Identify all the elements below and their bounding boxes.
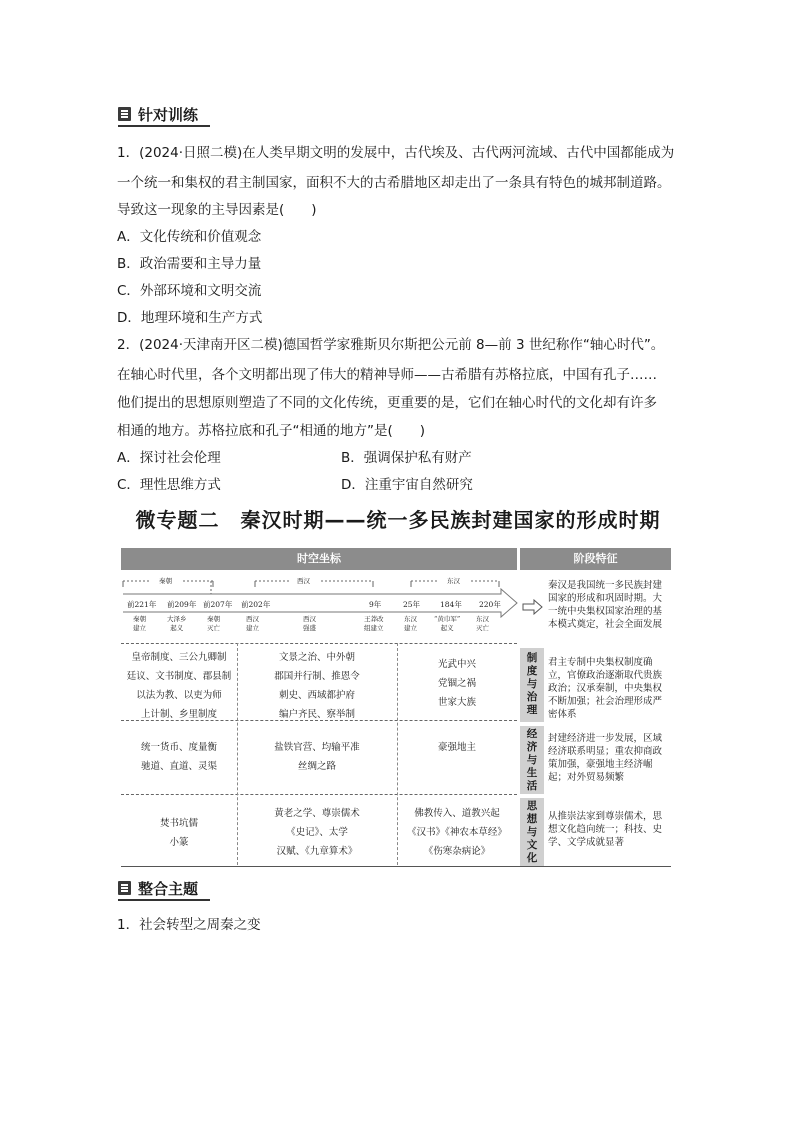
topic-title: 微专题二 秦汉时期——统一多民族封建国家的形成时期 <box>135 508 661 532</box>
section-title: 整合主题 <box>138 880 199 898</box>
timeline-event: 秦朝 建立 <box>133 615 146 632</box>
timeline-event: 大泽乡 起义 <box>167 615 187 632</box>
q1-option-c: C．外部环境和文明交流 <box>117 283 262 299</box>
timeline-event: “黄巾军” 起义 <box>434 615 461 632</box>
cell-xihan-culture: 黄老之学、尊崇儒术 《史记》、太学 汉赋、《九章算术》 <box>274 808 360 857</box>
q2-option-c: C．理性思维方式 <box>117 477 221 493</box>
tick-label: 前202年 <box>241 600 271 609</box>
q1-line2: 一个统一和集权的君主制国家，面积不大的古希腊地区却走出了一条具有特色的城邦制道路。 <box>117 175 671 191</box>
q2-line2: 在轴心时代里，各个文明都出现了伟大的精神导师——古希腊有苏格拉底，中国有孔子…… <box>117 367 657 383</box>
cell-qin-institutions: 皇帝制度、三公九卿制 廷议、文书制度、郡县制 以法为教、以吏为师 上计制、乡里制度 <box>126 652 232 720</box>
cell-xihan-economy: 盐铁官营、均输平准 丝绸之路 <box>274 742 360 772</box>
cell-donghan-economy: 豪强地主 <box>437 742 476 753</box>
q1-line1: 1．(2024·日照二模)在人类早期文明的发展中，古代埃及、古代两河流域、古代中国都能成为 <box>117 145 675 161</box>
cell-donghan-institutions: 光武中兴 党锢之祸 世家大族 <box>437 659 476 708</box>
category-institutions: 制度与治理 <box>520 648 544 722</box>
tick-label: 184年 <box>440 600 462 609</box>
q2-line1: 2．(2024·天津南开区二模)德国哲学家雅斯贝尔斯把公元前 8—前 3 世纪称作“轴心时代”。 <box>117 337 665 353</box>
timeline-event: 西汉 强盛 <box>303 615 316 632</box>
category-economy: 经济与生活 <box>520 726 544 794</box>
cell-donghan-culture: 佛教传入、道教兴起 《汉书》《神农本草经》 《伤寒杂病论》 <box>407 808 507 857</box>
dynasty-label-donghan: 东汉 <box>447 577 460 585</box>
cell-qin-culture: 焚书坑儒 小篆 <box>159 818 198 848</box>
summary-table <box>121 548 671 867</box>
tick-label: 前207年 <box>203 600 233 609</box>
q2-line4: 相通的地方。苏格拉底和孔子“相通的地方”是( ) <box>117 423 426 439</box>
q2-line3: 他们提出的思想原则塑造了不同的文化传统，更重要的是，它们在轴心时代的文化却有许多 <box>117 395 657 411</box>
feature-overview: 秦汉是我国统一多民族封建国家的形成和巩固时期。大一统中央集权国家治理的基本模式奠定，社会全面发展 <box>548 580 663 630</box>
book-icon <box>118 881 131 895</box>
feature-institutions: 君主专制中央集权制度确立，官僚政治逐渐取代贵族政治；汉承秦制，中央集权不断加强；社会治理形成严密体系 <box>548 657 663 720</box>
feature-economy: 封建经济进一步发展，区域经济联系明显；重农抑商政策加强，豪强地主经济崛起；对外贸易频繁 <box>548 733 663 783</box>
tick-label: 220年 <box>479 600 501 609</box>
tick-label: 前209年 <box>167 600 197 609</box>
q2-option-d: D．注重宇宙自然研究 <box>341 477 473 493</box>
feature-culture: 从推崇法家到尊崇儒术，思想文化趋向统一；科技、史学、文学成就显著 <box>548 811 663 848</box>
timeline-event: 东汉 灭亡 <box>476 615 489 632</box>
q1-line3: 导致这一现象的主导因素是( ) <box>117 202 317 218</box>
dynasty-label-qin: 秦朝 <box>159 577 172 585</box>
table-bottom-rule <box>121 866 671 867</box>
row-divider <box>121 643 517 644</box>
right-arrow-icon <box>522 599 544 615</box>
header-right: 阶段特征 <box>520 548 671 570</box>
section-header-training <box>118 104 210 126</box>
q1-option-a: A．文化传统和价值观念 <box>117 229 262 245</box>
timeline-event: 王莽改 组建立 <box>364 615 384 632</box>
q1-option-b: B．政治需要和主导力量 <box>117 256 262 272</box>
q2-option-b: B．强调保护私有财产 <box>341 450 472 466</box>
integration-item-1: 1．社会转型之周秦之变 <box>117 917 261 933</box>
book-icon <box>118 107 131 121</box>
header-left: 时空坐标 <box>121 548 517 570</box>
dynasty-label-xihan: 西汉 <box>297 577 310 585</box>
cell-qin-economy: 统一货币、度量衡 驰道、直道、灵渠 <box>140 742 217 772</box>
category-culture: 思想与文化 <box>520 798 544 866</box>
timeline-event: 西汉 建立 <box>246 615 259 632</box>
section-underline <box>118 899 210 901</box>
q2-option-a: A．探讨社会伦理 <box>117 450 221 466</box>
section-header-integration <box>118 878 210 900</box>
tick-label: 前221年 <box>127 600 157 609</box>
section-title: 针对训练 <box>138 106 199 124</box>
section-underline <box>118 125 210 127</box>
cell-xihan-institutions: 文景之治、中外朝 郡国并行制、推恩令 刺史、西域都护府 编户齐民、察举制 <box>274 652 360 720</box>
q1-option-d: D．地理环境和生产方式 <box>117 310 263 326</box>
timeline-event: 秦朝 灭亡 <box>207 615 220 632</box>
tick-label: 9年 <box>369 600 382 609</box>
tick-label: 25年 <box>403 600 421 609</box>
row-divider <box>121 794 517 795</box>
timeline-event: 东汉 建立 <box>404 615 417 632</box>
